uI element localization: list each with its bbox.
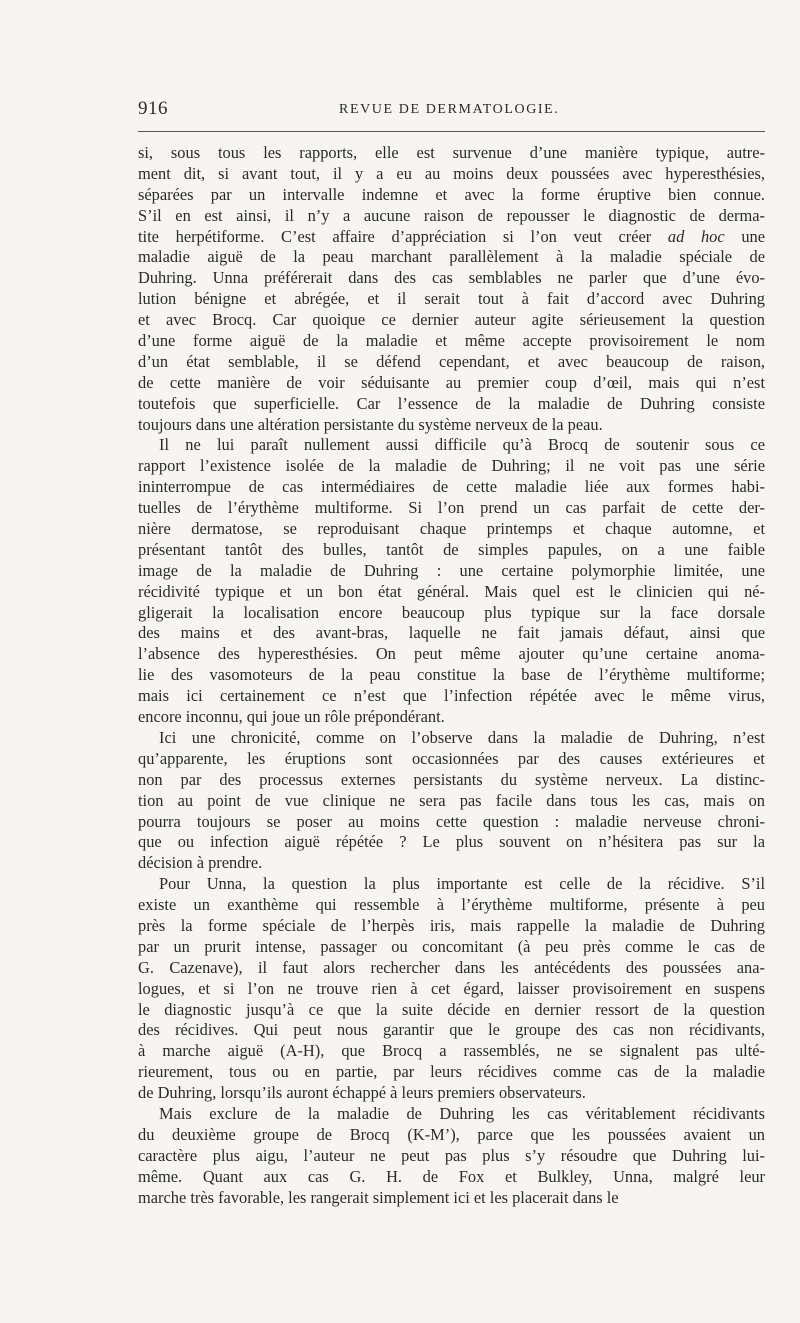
text-line: toutefois que superficielle. Car l’essence de la maladie de Duhring consiste [138,393,765,413]
text-line: par un prurit intense, passager ou concomitant (à peu près comme le cas de [138,936,765,956]
text-line: séparées par un intervalle indemne et avec la forme éruptive bien connue. [138,184,765,204]
text-line: nière dermatose, se reproduisant chaque printemps et chaque automne, et [138,519,765,539]
header-rule [138,131,765,132]
text-line: tuelles de l’érythème multiforme. Si l’on prend un cas parfait de cette der- [138,498,765,518]
text-line: l’absence des hyperesthésies. On peut même ajouter qu’une certaine anoma- [138,644,765,664]
text-line: d’une forme aiguë de la maladie et même accepte provisoirement le nom [138,331,765,351]
text-line: décision à prendre. [138,853,263,873]
text-line: tite herpétiforme. C’est affaire d’appréciation si l’on veut créer ad hoc une [138,226,765,246]
text-line: et avec Brocq. Car quoique ce dernier auteur agite sérieusement la question [138,310,765,330]
text-line: non par des processus externes persistants du système nerveux. La distinc- [138,769,765,789]
text-line: caractère plus aigu, l’auteur ne peut pas plus s’y résoudre que Duhring lui- [138,1145,765,1165]
text-line: même. Quant aux cas G. H. de Fox et Bulkley, Unna, malgré leur [138,1166,765,1186]
text-line: toujours dans une altération persistante du système nerveux de la peau. [138,414,603,434]
text-line: Ici une chronicité, comme on l’observe dans la maladie de Duhring, n’est [159,727,765,747]
text-line: Duhring. Unna préférerait dans des cas semblables ne parler que d’une évo- [138,268,765,288]
body-text [138,143,765,1208]
text-line: des récidives. Qui peut nous garantir que le groupe des cas non récidivants, [138,1020,765,1040]
text-line: Il ne lui paraît nullement aussi difficile qu’à Brocq de soutenir sous ce [159,435,765,455]
text-line: rieurement, tous ou en partie, par leurs récidives comme cas de la maladie [138,1062,765,1082]
text-line: de cette manière de voir séduisante au premier coup d’œil, mais qui n’est [138,372,765,392]
text-line: qu’apparente, les éruptions sont occasionnées par des causes extérieures et [138,748,765,768]
text-line: à marche aiguë (A-H), que Brocq a rassemblés, ne se signalent pas ulté- [138,1041,765,1061]
text-line: encore inconnu, qui joue un rôle prépondérant. [138,707,445,727]
text-line: ininterrompue de cas intermédiaires de cette maladie liée aux formes habi- [138,477,765,497]
text-line: près la forme spéciale de l’herpès iris, mais rappelle la maladie de Duhring [138,915,765,935]
page-number: 916 [138,98,168,119]
italic-phrase: ad hoc [667,226,725,246]
after-italic: une [724,226,765,246]
text-line: Pour Unna, la question la plus importante est celle de la récidive. S’il [159,874,765,894]
text-line: marche très favorable, les rangerait simplement ici et les placerait dans le [138,1187,619,1207]
text-line: présentant tantôt des bulles, tantôt de simples papules, on a une faible [138,539,765,559]
text-line: Mais exclure de la maladie de Duhring les cas véritablement récidivants [159,1103,765,1123]
text-line: d’un état semblable, il se défend cependant, et avec beaucoup de raison, [138,351,765,371]
running-title: REVUE DE DERMATOLOGIE. [339,102,560,117]
text-line: que ou infection aiguë répétée ? Le plus souvent on n’hésitera pas sur la [138,832,765,852]
text-line: pourra toujours se poser au moins cette question : maladie nerveuse chroni- [138,811,765,831]
text-line: existe un exanthème qui ressemble à l’érythème multiforme, présente à peu [138,895,765,915]
text-line: gligerait la localisation encore beaucoup plus typique sur la face dorsale [138,602,765,622]
text-line: mais ici certainement ce n’est que l’infection répétée avec le même virus, [138,686,765,706]
text-line: le diagnostic jusqu’à ce que la suite décide en dernier ressort de la question [138,999,765,1019]
text-line: image de la maladie de Duhring : une certaine polymorphie limitée, une [138,560,765,580]
page-header [138,96,765,126]
text-line: logues, et si l’on ne trouve rien à cet égard, laisser provisoirement en suspens [138,978,765,998]
text-line: S’il en est ainsi, il n’y a aucune raison de repousser le diagnostic de derma- [138,205,765,225]
text-line: tion au point de vue clinique ne sera pas facile dans tous les cas, mais on [138,790,765,810]
text-line: de Duhring, lorsqu’ils auront échappé à leurs premiers observateurs. [138,1083,586,1103]
text-line: lie des vasomoteurs de la peau constitue la base de l’érythème multiforme; [138,665,765,685]
text-line: si, sous tous les rapports, elle est survenue d’une manière typique, autre- [138,143,765,162]
text-line: du deuxième groupe de Brocq (K-M’), parce que les poussées avaient un [138,1124,765,1144]
text-line: maladie aiguë de la peau marchant parallèlement à la maladie spéciale de [138,247,765,267]
text-line: ment dit, si avant tout, il y a eu au moins deux poussées avec hyperesthésies, [138,163,765,183]
text-line: lution bénigne et abrégée, et il serait tout à fait d’accord avec Duhring [138,289,765,309]
text-line: G. Cazenave), il faut alors rechercher dans les antécédents des poussées ana- [138,957,765,977]
text-line: rapport l’existence isolée de la maladie de Duhring; il ne voit pas une série [138,456,765,476]
text-line: récidivité typique et un bon état général. Mais quel est le clinicien qui né- [138,581,765,601]
text-line: des mains et des avant-bras, laquelle ne fait jamais défaut, ainsi que [138,623,765,643]
